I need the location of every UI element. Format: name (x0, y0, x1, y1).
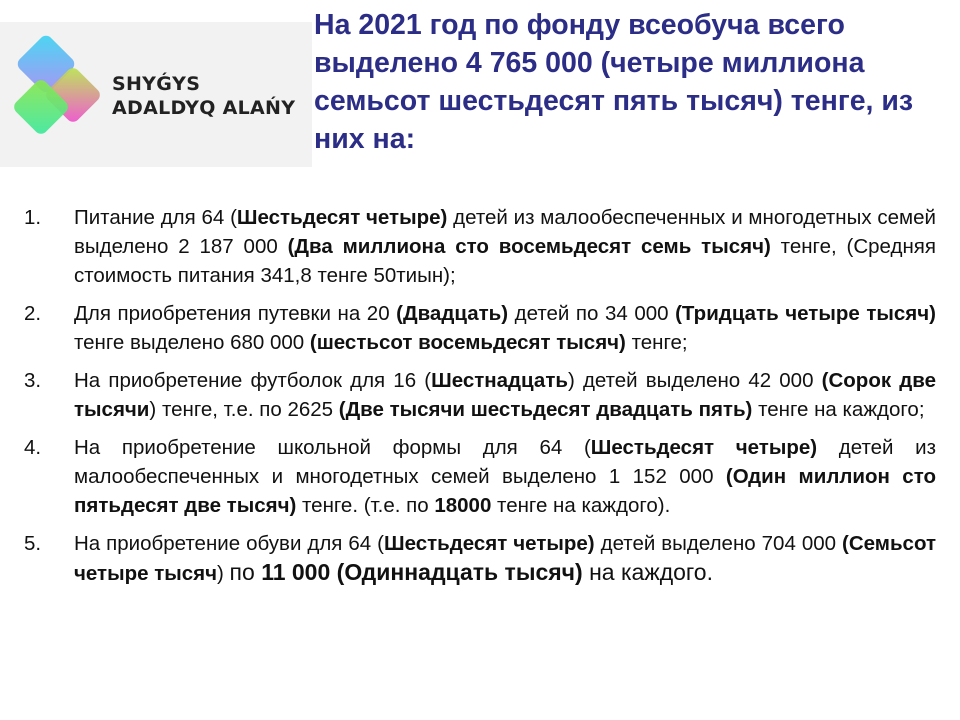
item-text-part: Питание для 64 ( (74, 206, 237, 229)
item-text-bold: (Тридцать четыре тысяч) (675, 302, 936, 325)
logo-gradient-icon (10, 34, 110, 144)
logo-line-2: ADALDYQ ALAŃY (112, 97, 296, 119)
item-text-bold: Шестьдесят четыре) (590, 436, 818, 459)
item-text-part: детей из малообеспеченных и многодетных семей выделено 2 187 000 (74, 206, 936, 258)
logo (0, 22, 312, 167)
item-text-large-bold: 11 000 (Одиннадцать тысяч) (261, 559, 583, 585)
item-text (74, 366, 936, 424)
item-number: 4. (24, 436, 42, 459)
list-item (24, 366, 936, 424)
item-text-part: тенге выделено 680 000 (74, 331, 310, 354)
item-text-bold: Шестнадцать (431, 369, 568, 392)
item-text-part: тенге на каждого; (752, 398, 925, 421)
item-text-bold: Шестьдесят четыре) (236, 206, 448, 229)
item-text-bold: (Один миллион сто пятьдесят две тысяч) (74, 465, 936, 517)
item-text (74, 529, 936, 588)
item-text-bold: (Сорок две тысячи (74, 369, 936, 421)
item-text-bold: (шестьсот восемьдесят тысяч) (309, 331, 626, 354)
item-text-part: Для приобретения путевки на 20 (74, 302, 397, 325)
page-title: На 2021 год по фонду всеобуча всего выделено 4 765 000 (четыре миллиона семьсот шестьдесят пять тысяч) тенге, из них на: (314, 9, 914, 155)
list-item (24, 529, 936, 588)
item-number: 5. (24, 532, 42, 555)
item-text-part: ) детей выделено 42 000 (567, 369, 822, 392)
item-text-part: На приобретение школьной формы для 64 ( (74, 436, 591, 459)
item-number: 3. (24, 369, 42, 392)
item-text (74, 433, 936, 520)
item-text-bold: 18000 (434, 494, 492, 517)
item-text (74, 299, 936, 357)
item-text-part: тенге; (625, 331, 688, 354)
list-item (24, 299, 936, 357)
allocation-list (24, 203, 936, 597)
item-text-part: На приобретение обуви для 64 ( (74, 532, 384, 555)
item-number: 1. (24, 206, 42, 229)
item-text (74, 203, 936, 290)
item-text-part: ) тенге, т.е. по 2625 (149, 398, 339, 421)
list-item (24, 203, 936, 290)
item-text-part: тенге. (т.е. по (296, 494, 435, 517)
item-text-part: На приобретение футболок для 16 ( (74, 369, 432, 392)
item-text-large: на каждого. (582, 559, 713, 585)
item-text-part: детей по 34 000 (508, 302, 676, 325)
item-number: 2. (24, 302, 42, 325)
item-text-bold: Шестьдесят четыре) (383, 532, 595, 555)
item-text-bold: (Двадцать) (396, 302, 509, 325)
item-text-part: ) (217, 562, 230, 585)
logo-line-1: SHYǴYS (112, 73, 201, 95)
item-text-part: тенге, (Средняя стоимость питания 341,8 тенге 50тиын); (74, 235, 936, 287)
list-item (24, 433, 936, 520)
item-text-bold: (Два миллиона сто восемьдесят семь тысяч) (287, 235, 771, 258)
item-text-large: по (229, 559, 262, 585)
item-text-bold: (Семьсот четыре тысяч (74, 532, 936, 585)
logo-text (112, 72, 295, 120)
item-text-bold: (Две тысячи шестьдесят двадцать пять) (338, 398, 753, 421)
item-text-part: детей выделено 704 000 (594, 532, 843, 555)
item-text-part: тенге на каждого). (491, 494, 671, 517)
item-text-part: детей из малообеспеченных и многодетных семей выделено 1 152 000 (74, 436, 936, 488)
